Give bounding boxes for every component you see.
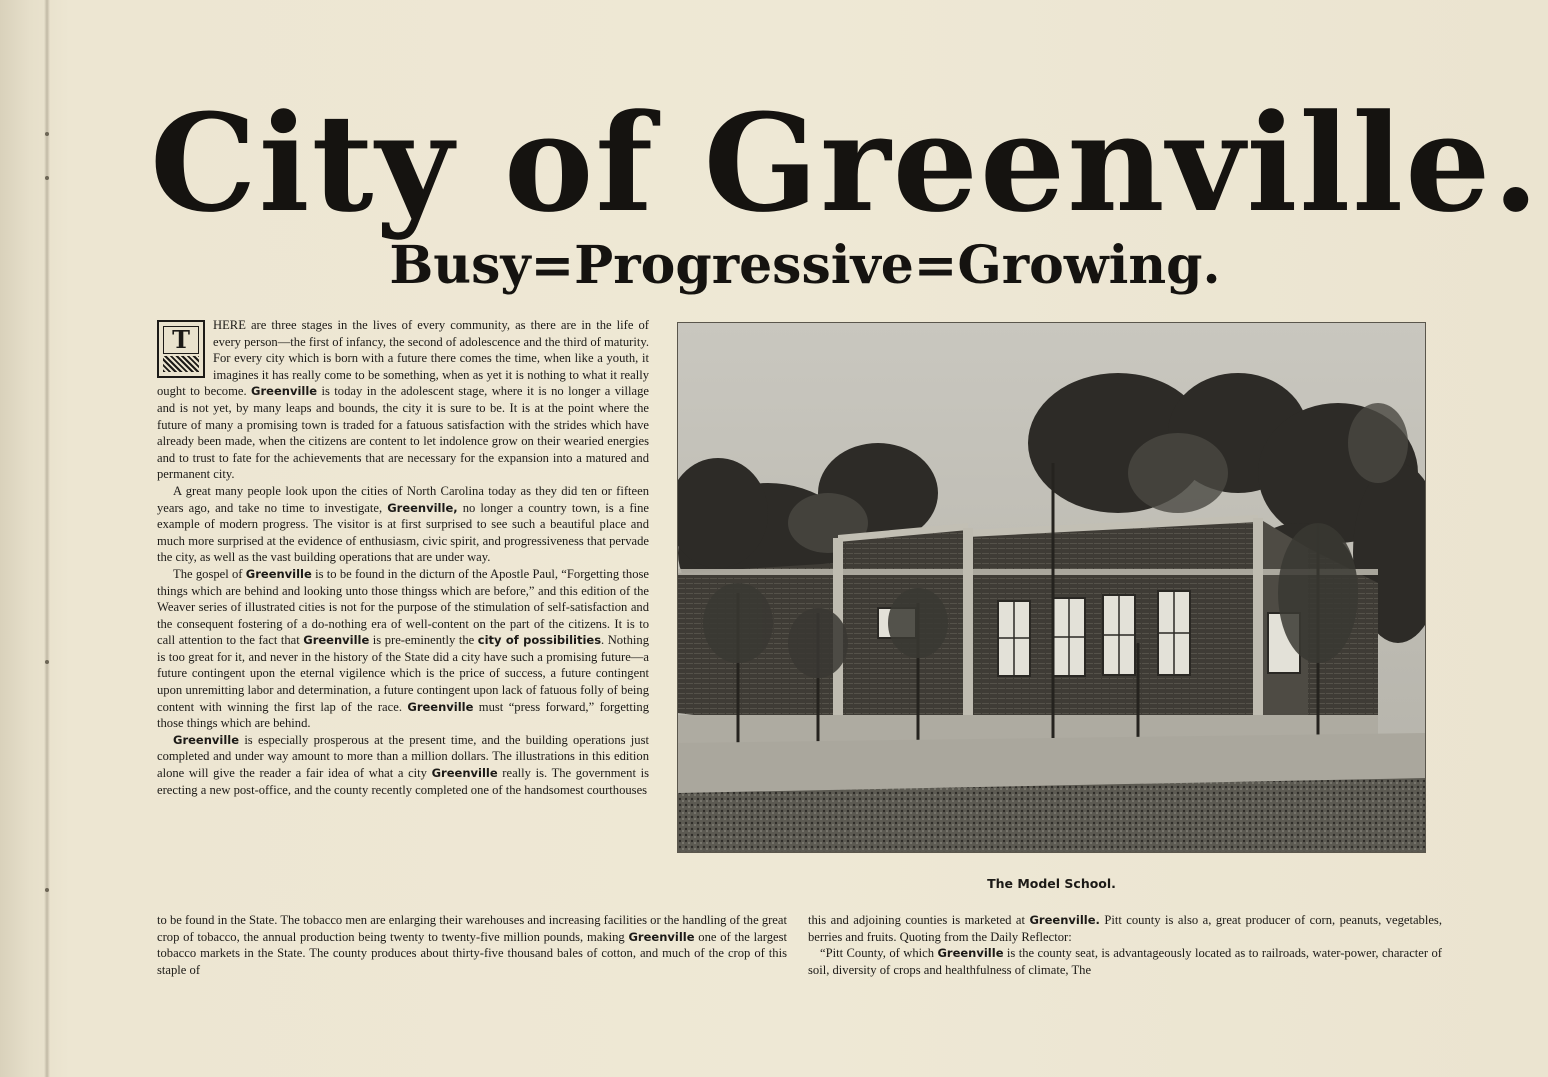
drop-cap-letter: T — [163, 326, 199, 354]
bold-run: Greenville — [431, 766, 498, 781]
binding-stitch — [45, 132, 49, 136]
bold-run: Greenville — [407, 699, 474, 714]
article-column-left — [157, 317, 649, 798]
paragraph-continued — [808, 912, 1442, 945]
page-subtitle: Busy=Progressive=Growing. — [389, 235, 1221, 296]
text-run: must “press forward,” forgetting those things which are behind. — [157, 699, 649, 731]
text-run: is especially prosperous at the present time, and the building operations just completed and under way amount to more than a million dollars. The illustrations in this edition alone will give the reader a fair idea of what a city — [157, 732, 649, 781]
article-bottom-right — [808, 912, 1442, 978]
paragraph-4 — [157, 732, 649, 798]
text-run: . Nothing is too great for it, and never in the history of the State did a city have such a promising future—a future contingent upon the eternal vigilence which is the price of success, a future contingent upon unremitting labor and determination, a future contingent upon lack of fatuous folly of being content with winning the first lap of the race. — [157, 633, 649, 714]
article-bottom-left — [157, 912, 787, 978]
text-run: A great many people look upon the cities of North Carolina today as they did ten or fifteen years ago, and take no time to investigate, — [157, 483, 649, 515]
drop-cap — [157, 320, 205, 378]
paragraph-2 — [157, 483, 649, 566]
page-title: City of Greenville. — [150, 84, 1542, 242]
bold-run: Greenville — [937, 946, 1004, 961]
school-building-illustration — [678, 323, 1426, 853]
bold-run: Greenville — [251, 384, 318, 399]
bold-run: Greenville — [628, 929, 695, 944]
text-run: is the county seat, is advantageously located as to railroads, water-power, character of soil, diversity of crops and healthfulness of climate, The — [808, 946, 1442, 977]
drop-cap-ornament-icon — [163, 356, 199, 372]
bold-run: Greenville — [173, 732, 240, 747]
binding-stitch — [45, 176, 49, 180]
bold-run: Greenville — [303, 633, 370, 648]
paragraph-quote — [808, 945, 1442, 978]
photo-caption: The Model School. — [987, 876, 1116, 891]
text-run: Pitt county is also a, great producer of corn, peanuts, vegetables, berries and fruits. Quoting from the Daily Reflector: — [808, 913, 1442, 944]
text-run: is pre-eminently the — [369, 633, 478, 648]
text-run: to be found in the State. The tobacco men are enlarging their warehouses and increasing facilities or the handling of the great crop of tobacco, the annual production being twenty to twenty-five million pounds, making — [157, 913, 787, 944]
text-run: HERE are three stages in the lives of every community, as there are in the life of every person—the first of infancy, the second of adolescence and the third of maturity. For every city which is born with a future there comes the time, when like a youth, it imagines it has really come to be something, when as yet it is nothing to what it really ought to become. — [157, 318, 649, 399]
text-run: The gospel of — [173, 566, 246, 581]
bold-run: Greenville, — [387, 500, 458, 515]
paragraph-3 — [157, 566, 649, 732]
binding-stitch — [45, 888, 49, 892]
text-run: this and adjoining counties is marketed at — [808, 913, 1030, 927]
text-run: no longer a country town, is a fine example of modern progress. The visitor is at first surprised to see such a beautiful place and much more surprised at the evidence of enthusiasm, civic spirit, and progressiveness that pervade the city, as well as the vast building operations that are under way. — [157, 500, 650, 565]
text-run: is today in the adolescent stage, where it is no longer a village and is not yet, by many leaps and bounds, the city it is sure to be. It is at the point where the future of many a promising town is traded for a fatuous satisfaction with the strides which have already been made, when the citizens are content to let indolence grow on their wearied energies and to trust to fate for the achievements that are necessary for the expansion into a matured and permanent city. — [157, 384, 649, 482]
book-gutter — [44, 0, 50, 1077]
paragraph-1 — [157, 317, 649, 483]
binding-stitch — [45, 660, 49, 664]
text-run: “Pitt County, of which — [820, 946, 938, 961]
bold-run: Greenville. — [1029, 913, 1100, 927]
text-run: is to be found in the dicturn of the Apostle Paul, “Forgetting those things which are behind and looking unto those thingss which are before,” and this edition of the Weaver series of illustrated cities is not for the purpose of the stimulation of self-satisfaction and the consequent fostering of a do-nothing era of well-content on the part of the citizens. It is to call attention to the fact that — [157, 566, 649, 648]
model-school-photo — [677, 322, 1426, 853]
text-run: really is. The government is erecting a new post-office, and the county recently completed one of the handsomest courthouses — [157, 766, 649, 797]
paragraph-continued — [157, 912, 787, 978]
bold-run: city of possibilities — [477, 633, 602, 648]
bold-run: Greenville — [245, 566, 312, 581]
text-run: one of the largest tobacco markets in the State. The county produces about thirty-five thousand bales of cotton, and much of the crop of this staple of — [157, 929, 787, 977]
